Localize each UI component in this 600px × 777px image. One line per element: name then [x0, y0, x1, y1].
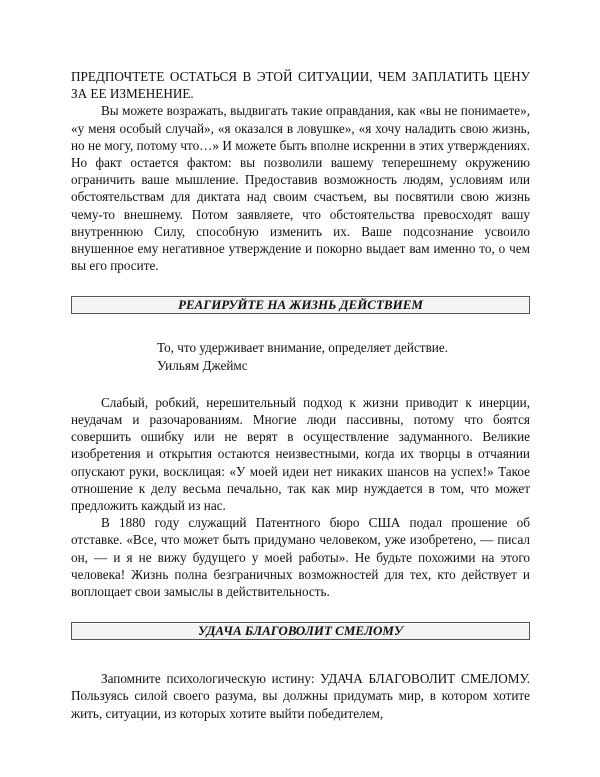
body-paragraph: Слабый, робкий, нерешительный подход к жизни приводит к инерции, неудачам и разочарованиям. Многие люди пассивны, потому что боятся совершить ошибку или не верят в осуществление задуманного. Великие изобретения и открытия остаются неизвестными, когда их творцы в отчаянии опускают руки, восклицая: «У моей идеи нет никаких шансов на успех!» Такое отношение к делу весьма печально, так как мир нуждается в том, что может предложить каждый из нас.: [71, 394, 530, 514]
body-paragraph: Запомните психологическую истину: УДАЧА БЛАГОВОЛИТ СМЕЛОМУ. Пользуясь силой своего разума, вы должны придумать мир, в котором хотите жить, ситуации, из которых хотите выйти победителем,: [71, 671, 530, 721]
epigraph: [157, 339, 530, 373]
epigraph-quote: То, что удерживает внимание, определяет действие.: [157, 340, 448, 356]
epigraph-author: Уильям Джеймс: [157, 357, 248, 373]
intro-paragraph: Вы можете возражать, выдвигать такие оправдания, как «вы не понимаете», «у меня особый случай», «я оказался в ловушке», «я хочу наладить свою жизнь, но не могу, потому что…» И можете быть вполне искренни в этих утверждениях. Но факт остается фактом: вы позволили вашему теперешнему окружению ограничить ваше мышление. Предоставив возможность людям, условиям или обстоятельствам для диктата над своим счастьем, вы посвятили свою жизнь чему-то внешнему. Потом заявляете, что обстоятельства превосходят вашу внутреннюю Силу, способную изменить их. Ваше подсознание усвоило внушенное ему негативное утверждение и покорно выдает вам именно то, о чем вы его просите.: [71, 103, 530, 274]
section-heading-act: РЕАГИРУЙТЕ НА ЖИЗНЬ ДЕЙСТВИЕМ: [71, 296, 530, 314]
caps-paragraph: ПРЕДПОЧТЕТЕ ОСТАТЬСЯ В ЭТОЙ СИТУАЦИИ, ЧЕМ ЗАПЛАТИТЬ ЦЕНУ ЗА ЕЕ ИЗМЕНЕНИЕ.: [71, 69, 530, 102]
body-paragraph: В 1880 году служащий Патентного бюро США подал прошение об отставке. «Все, что может быть придумано человеком, уже изобретено, — писал он, — и я не вижу будущего у моей работы». Не будьте похожими на этого человека! Жизнь полна безграничных возможностей для тех, кто действует и воплощает свои замыслы в действительность.: [71, 515, 530, 600]
document-page: [71, 68, 530, 722]
section-heading-luck: УДАЧА БЛАГОВОЛИТ СМЕЛОМУ: [71, 622, 530, 640]
